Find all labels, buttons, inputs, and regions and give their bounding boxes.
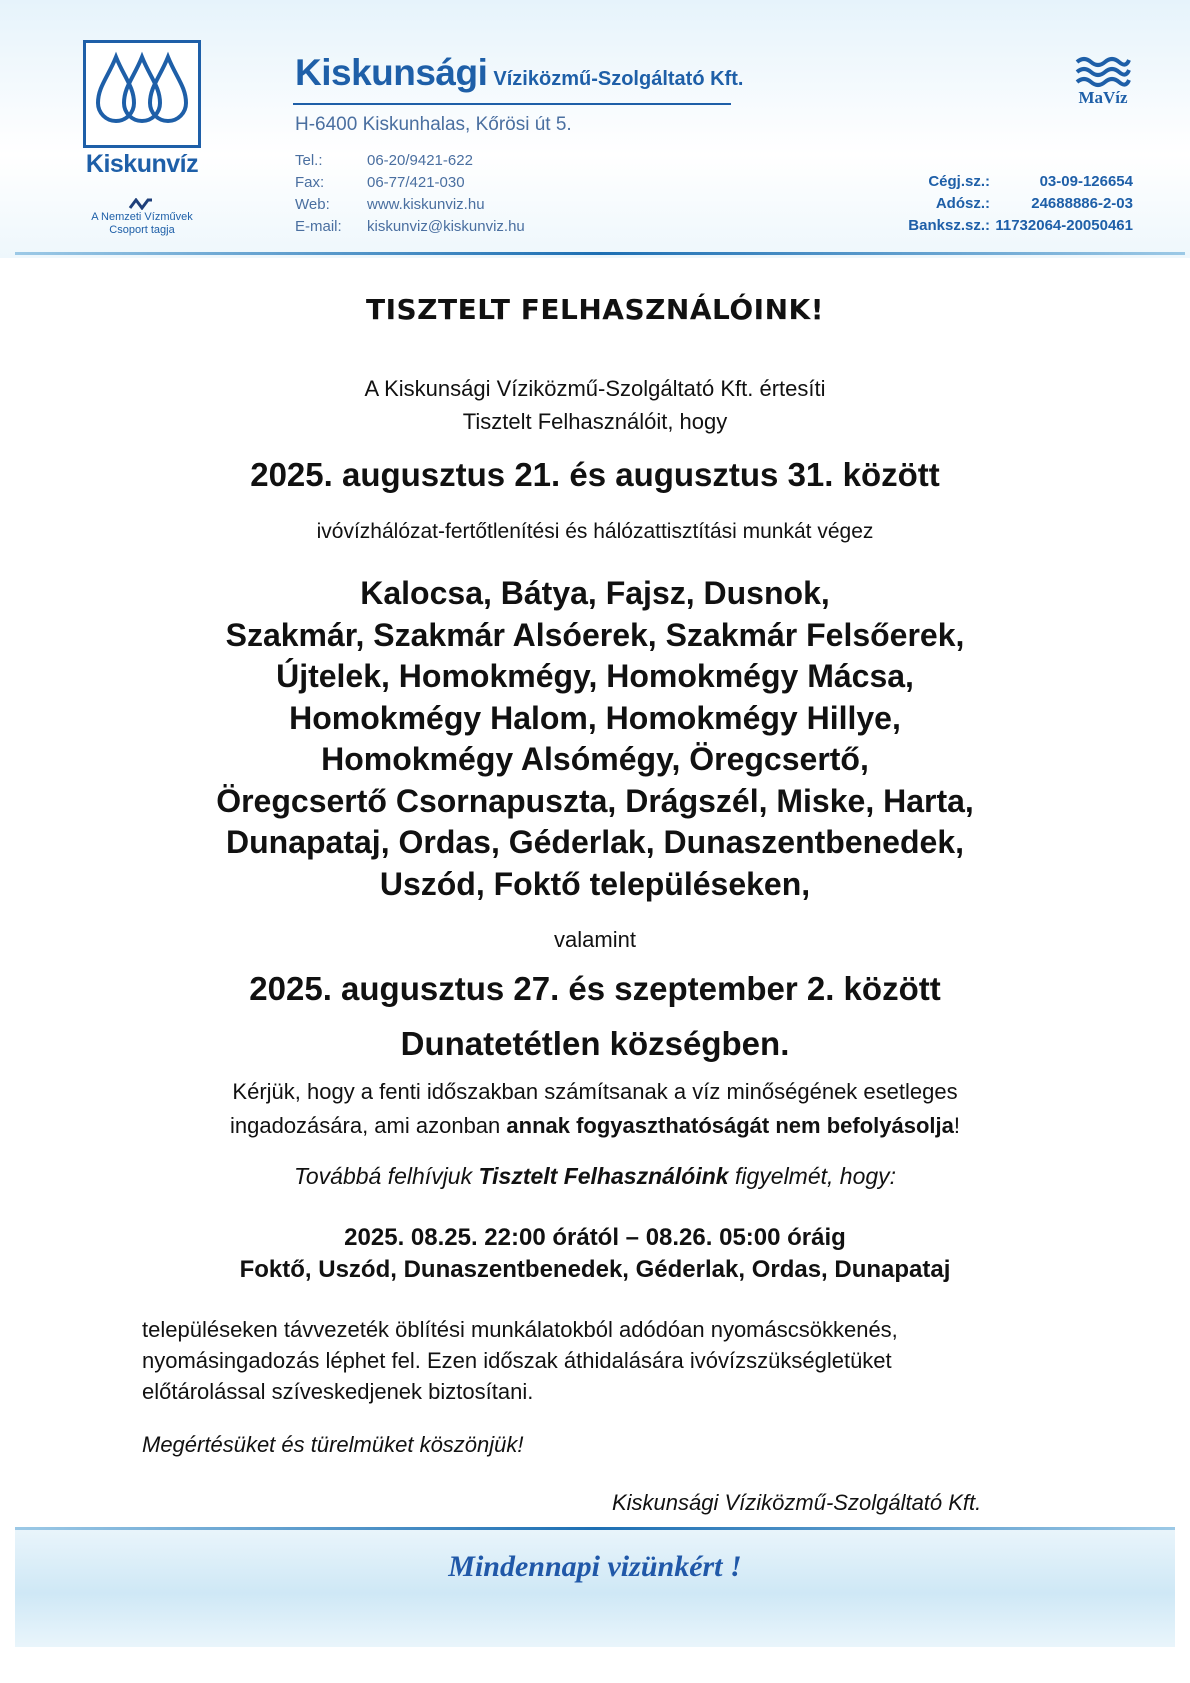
flushing-places: Foktő, Uszód, Dunaszentbenedek, Géderlak, Ordas, Dunapataj (239, 1256, 951, 1283)
footer-divider (15, 1527, 1175, 1530)
contact-row: Tel.: 06-20/9421-622 (295, 150, 525, 172)
id-row: Cégj.sz.: 03-09-126654 (928, 173, 1133, 190)
thanks-text: Megértésüket és türelmüket köszönjük! (142, 1432, 524, 1457)
settlement-line: Uszód, Foktő településeken, (379, 865, 811, 902)
further-notice: Továbbá felhívjuk Tisztelt Felhasználóink figyelmét, hogy: (293, 1163, 897, 1189)
work-description: ivóvízhálózat-fertőtlenítési és hálózattisztítási munkát végez (316, 520, 874, 543)
contact-row: Web: www.kiskunviz.hu (295, 194, 525, 216)
footer-band (15, 1527, 1175, 1647)
registration-ids (898, 171, 1133, 237)
notice-intro: A Kiskunsági Víziközmű-Szolgáltató Kft. értesíti Tisztelt Felhasználóit, hogy (364, 376, 826, 434)
contact-list (295, 150, 525, 238)
id-row: Adósz.: 24688886-2-03 (935, 195, 1133, 212)
flushing-notice (0, 1222, 1190, 1286)
settlement-line: Homokmégy Halom, Homokmégy Hillye, (289, 699, 901, 736)
maviz-logo-text: MaVíz (1078, 88, 1128, 107)
pressure-notice: településeken távvezeték öblítési munkálatokból adódóan nyomáscsökkenés, nyomásingadozás léphet fel. Ezen időszak áthidalására ivóvízszükségletüket előtárolással szíveskedjenek biztosítani. (142, 1317, 898, 1404)
contact-row: E-mail: kiskunviz@kiskunviz.hu (295, 216, 525, 238)
settlement-line: Dunapataj, Ordas, Géderlak, Dunaszentbenedek, (226, 824, 964, 860)
affected-settlements (0, 573, 1190, 905)
work-period-second: 2025. augusztus 27. és szeptember 2. között (249, 970, 941, 1007)
signature: Kiskunsági Víziközmű-Szolgáltató Kft. (612, 1490, 982, 1515)
id-row: Banksz.sz.: 11732064-20050461 (908, 217, 1133, 234)
website-link[interactable]: www.kiskunviz.hu (367, 196, 485, 213)
settlement-line: Szakmár, Szakmár Alsóerek, Szakmár Felsőerek, (225, 616, 965, 653)
nemzeti-vizmuvek-icon (128, 198, 154, 210)
phone-number: 06-20/9421-622 (367, 152, 473, 169)
water-drops-icon (86, 43, 198, 145)
fax-number: 06-77/421-030 (367, 174, 465, 191)
settlement-line: Öregcsertő Csornapuszta, Drágszél, Miske, Harta, (216, 782, 974, 819)
notice-headline: TISZTELT FELHASZNÁLÓINK! (365, 293, 824, 326)
contact-row: Fax: 06-77/421-030 (295, 172, 525, 194)
logo-name: Kiskunvíz (85, 150, 199, 178)
settlement-line: Újtelek, Homokmégy, Homokmégy Mácsa, (276, 658, 914, 694)
group-membership: A Nemzeti Vízművek Csoport tagja (91, 211, 193, 236)
flushing-time: 2025. 08.25. 22:00 órától – 08.26. 05:00 óráig (344, 1224, 846, 1251)
header-divider (15, 252, 1185, 255)
settlement-line: Homokmégy Alsómégy, Öregcsertő, (321, 741, 869, 777)
maviz-waves-icon (1075, 56, 1131, 88)
kiskunviz-logo (83, 40, 201, 148)
company-address: H-6400 Kiskunhalas, Kőrösi út 5. (295, 114, 572, 135)
quality-notice: Kérjük, hogy a fenti időszakban számítsanak a víz minőségének esetleges ingadozására, ami azonban annak fogyaszthatóságát nem befolyásolja! (229, 1079, 960, 1138)
second-village: Dunatetétlen községben. (400, 1025, 790, 1062)
slogan: Mindennapi vizünkért ! (448, 1550, 742, 1583)
title-underline (293, 103, 731, 105)
settlement-line: Kalocsa, Bátya, Fajsz, Dusnok, (360, 575, 830, 611)
email-link[interactable]: kiskunviz@kiskunviz.hu (367, 218, 525, 235)
conjunction-text: valamint (554, 927, 636, 952)
work-period-main: 2025. augusztus 21. és augusztus 31. között (250, 456, 940, 493)
company-name: Kiskunsági Víziközmű-Szolgáltató Kft. (295, 52, 744, 93)
